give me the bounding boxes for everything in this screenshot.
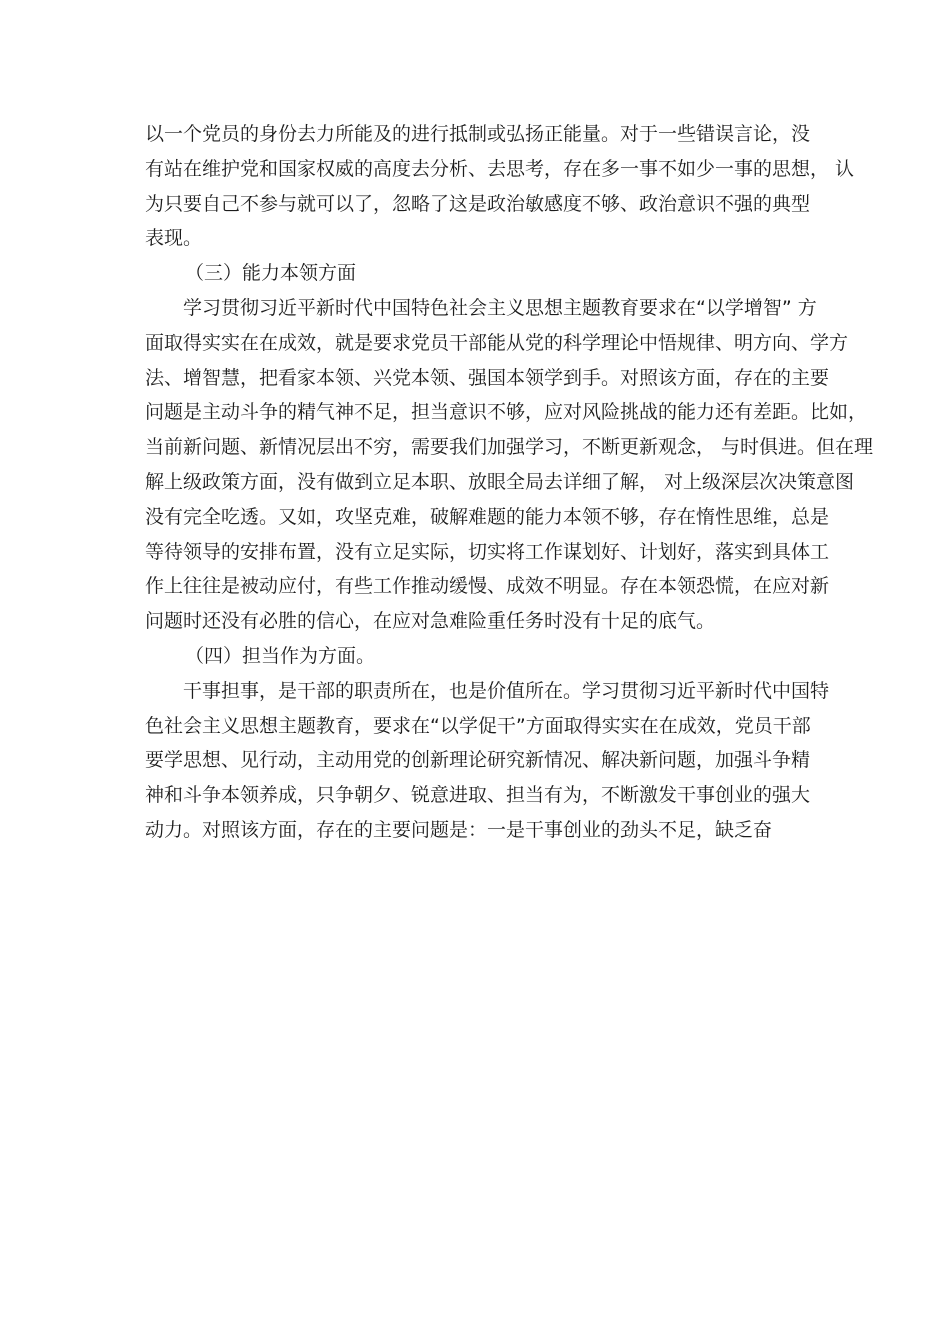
text-line: 有站在维护党和国家权威的高度去分析、去思考，存在多一事不如少一事的思想， 认 bbox=[145, 157, 855, 180]
text-line: 学习贯彻习近平新时代中国特色社会主义思想主题教育要求在“以学增智” 方 bbox=[183, 296, 817, 319]
text-line: 为只要自己不参与就可以了，忽略了这是政治敏感度不够、政治意识不强的典型 bbox=[145, 192, 811, 215]
paragraph-responsibility bbox=[145, 674, 830, 848]
section-heading-4: （四）担当作为方面。 bbox=[185, 644, 376, 667]
paragraph-continuation bbox=[145, 117, 855, 256]
text-line: 面取得实实在在成效，就是要求党员干部能从党的科学理论中悟规律、明方向、学方 bbox=[145, 331, 849, 354]
text-line: 作上往往是被动应付，有些工作推动缓慢、成效不明显。存在本领恐慌，在应对新 bbox=[145, 575, 830, 598]
text-line: 问题时还没有必胜的信心，在应对急难险重任务时没有十足的底气。 bbox=[145, 610, 716, 633]
text-line: 要学思想、见行动，主动用党的创新理论研究新情况、解决新问题，加强斗争精 bbox=[145, 749, 811, 772]
text-line: 问题是主动斗争的精气神不足，担当意识不够，应对风险挑战的能力还有差距。比如， bbox=[145, 401, 868, 424]
text-line: 以一个党员的身份去力所能及的进行抵制或弘扬正能量。对于一些错误言论，没 bbox=[145, 123, 811, 145]
text-line: 没有完全吃透。又如，攻坚克难，破解难题的能力本领不够，存在惰性思维，总是 bbox=[145, 505, 830, 528]
text-line: 当前新问题、新情况层出不穷，需要我们加强学习，不断更新观念， 与时俱进。但在理 bbox=[145, 436, 874, 459]
text-line: 神和斗争本领养成，只争朝夕、锐意进取、担当有为，不断激发干事创业的强大 bbox=[145, 784, 811, 807]
text-line: 色社会主义思想主题教育，要求在“以学促干”方面取得实实在在成效，党员干部 bbox=[145, 714, 811, 737]
text-line: 解上级政策方面，没有做到立足本职、放眼全局去详细了解， 对上级深层次决策意图 bbox=[145, 470, 855, 493]
text-line: 动力。对照该方面，存在的主要问题是：一是干事创业的劲头不足，缺乏奋 bbox=[145, 818, 773, 841]
text-line: 表现。 bbox=[145, 227, 203, 250]
document-body bbox=[145, 117, 874, 848]
paragraph-ability bbox=[145, 291, 874, 639]
text-line: 法、增智慧，把看家本领、兴党本领、强国本领学到手。对照该方面，存在的主要 bbox=[145, 366, 830, 389]
text-line: 等待领导的安排布置，没有立足实际，切实将工作谋划好、计划好，落实到具体工 bbox=[145, 540, 830, 563]
section-heading-3: （三）能力本领方面 bbox=[185, 262, 357, 285]
text-line: 干事担事，是干部的职责所在，也是价值所在。学习贯彻习近平新时代中国特 bbox=[183, 679, 830, 702]
